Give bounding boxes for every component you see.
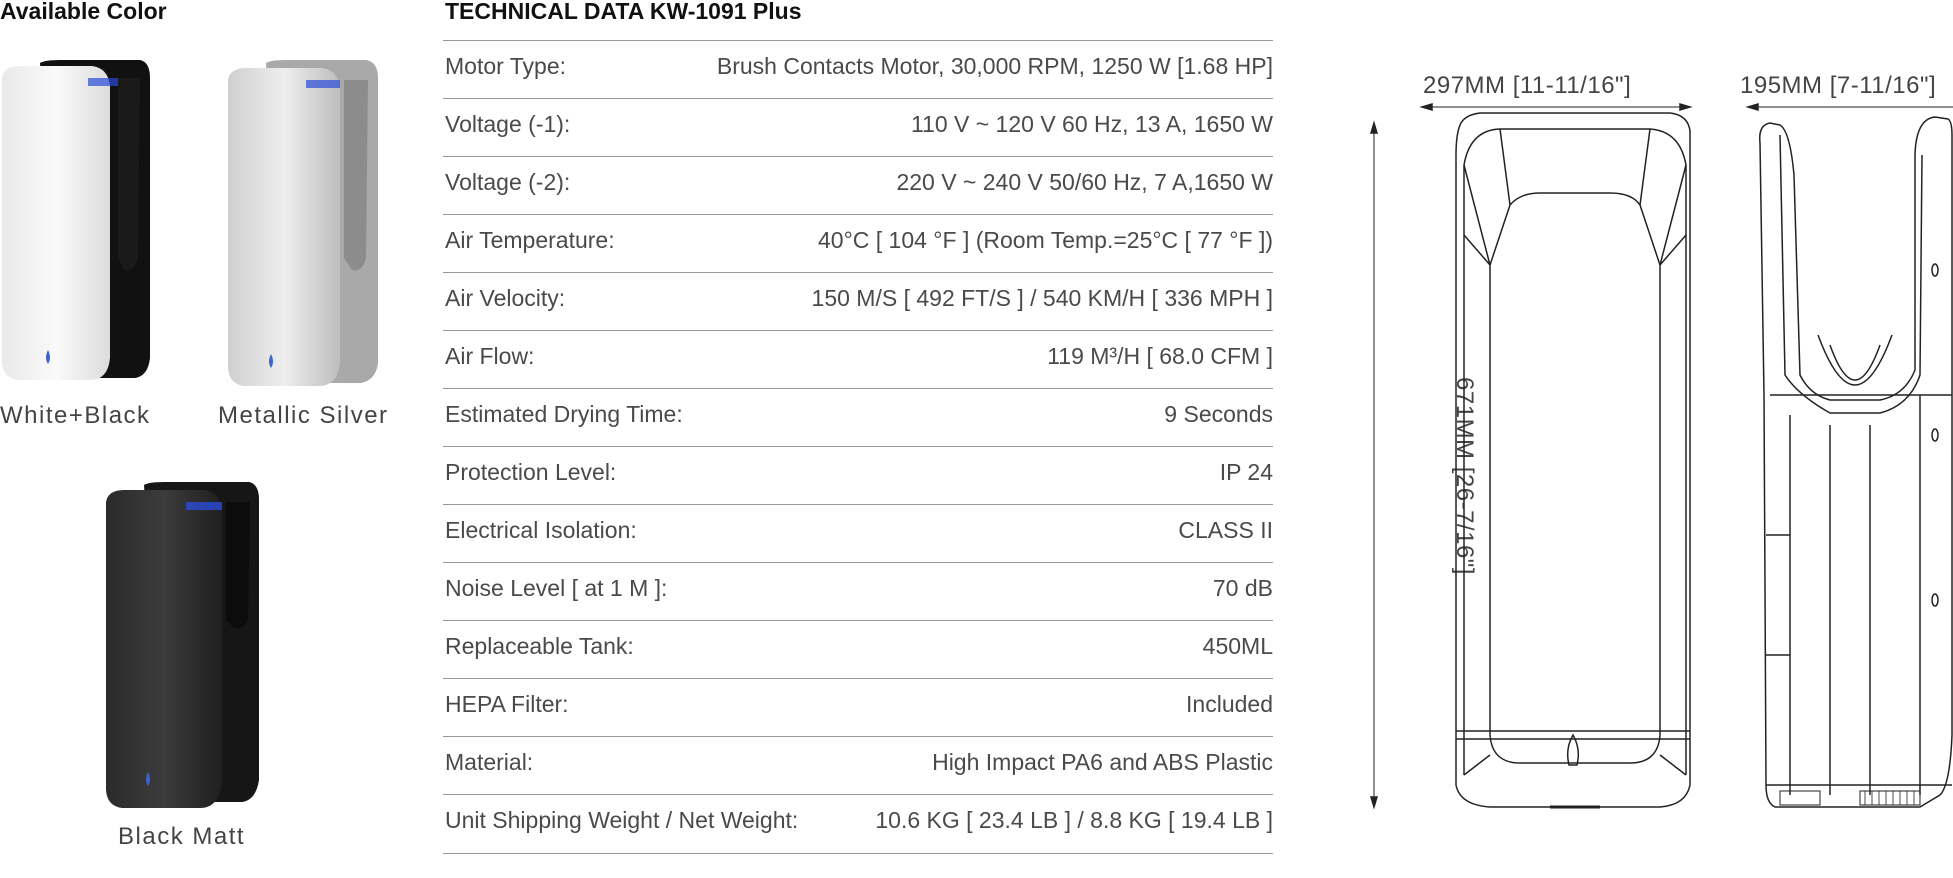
spec-row <box>443 620 1273 678</box>
spec-table <box>443 40 1273 854</box>
dryer-metallic-silver-image <box>226 58 382 390</box>
spec-value: 110 V ~ 120 V 60 Hz, 13 A, 1650 W <box>910 111 1273 137</box>
spec-row <box>443 330 1273 388</box>
spec-label: Electrical Isolation: <box>445 517 637 543</box>
spec-value: High Impact PA6 and ABS Plastic <box>932 749 1273 775</box>
color-label-black-matt: Black Matt <box>118 823 246 850</box>
spec-label: Air Temperature: <box>445 227 615 253</box>
spec-value: IP 24 <box>1219 459 1273 485</box>
spec-value: 450ML <box>1202 633 1273 659</box>
spec-row <box>443 562 1273 620</box>
spec-label: Replaceable Tank: <box>445 633 634 659</box>
spec-label: Voltage (-1): <box>445 111 571 137</box>
spec-row <box>443 678 1273 736</box>
spec-row <box>443 272 1273 330</box>
spec-label: Unit Shipping Weight / Net Weight: <box>445 807 799 833</box>
tech-data-title: TECHNICAL DATA KW-1091 Plus <box>445 0 802 24</box>
spec-value: 9 Seconds <box>1164 401 1273 427</box>
spec-value: 40°C [ 104 °F ] (Room Temp.=25°C [ 77 °F ]) <box>817 227 1273 253</box>
spec-value: 10.6 KG [ 23.4 LB ] / 8.8 KG [ 19.4 LB ] <box>875 807 1273 833</box>
spec-value: 70 dB <box>1212 575 1273 601</box>
spec-row <box>443 98 1273 156</box>
spec-label: Voltage (-2): <box>445 169 571 195</box>
spec-label: Motor Type: <box>445 53 567 79</box>
spec-row <box>443 504 1273 562</box>
spec-label: Protection Level: <box>445 459 617 485</box>
spec-value: 220 V ~ 240 V 50/60 Hz, 7 A,1650 W <box>896 169 1273 195</box>
spec-row <box>443 214 1273 272</box>
spec-label: Air Flow: <box>445 343 535 369</box>
spec-value: Included <box>1186 691 1273 717</box>
spec-label: Estimated Drying Time: <box>445 401 683 427</box>
spec-label: Air Velocity: <box>445 285 566 311</box>
spec-value: Brush Contacts Motor, 30,000 RPM, 1250 W [1.68 HP] <box>716 53 1273 79</box>
spec-value: 119 M³/H [ 68.0 CFM ] <box>1047 343 1273 369</box>
spec-value: 150 M/S [ 492 FT/S ] / 540 KM/H [ 336 MPH ] <box>811 285 1273 311</box>
spec-row <box>443 794 1273 854</box>
spec-row <box>443 40 1273 98</box>
dryer-black-matt-image <box>104 480 264 812</box>
color-label-metallic-silver: Metallic Silver <box>218 402 389 429</box>
dimension-width-label: 297MM [11-11/16"] <box>1423 72 1632 99</box>
dimension-drawing <box>1360 95 1953 815</box>
spec-row <box>443 736 1273 794</box>
spec-label: Material: <box>445 749 534 775</box>
color-label-white-black: White+Black <box>0 402 151 429</box>
spec-row <box>443 388 1273 446</box>
spec-row <box>443 446 1273 504</box>
spec-label: HEPA Filter: <box>445 691 569 717</box>
dimension-height-label: 671MM [26-7/16"] <box>1450 377 1478 575</box>
spec-label: Noise Level [ at 1 M ]: <box>445 575 668 601</box>
spec-value: CLASS II <box>1178 517 1273 543</box>
dimension-depth-label: 195MM [7-11/16"] <box>1740 72 1937 99</box>
dryer-white-black-image <box>0 58 156 383</box>
spec-row <box>443 156 1273 214</box>
colors-title: Available Color <box>0 0 167 24</box>
